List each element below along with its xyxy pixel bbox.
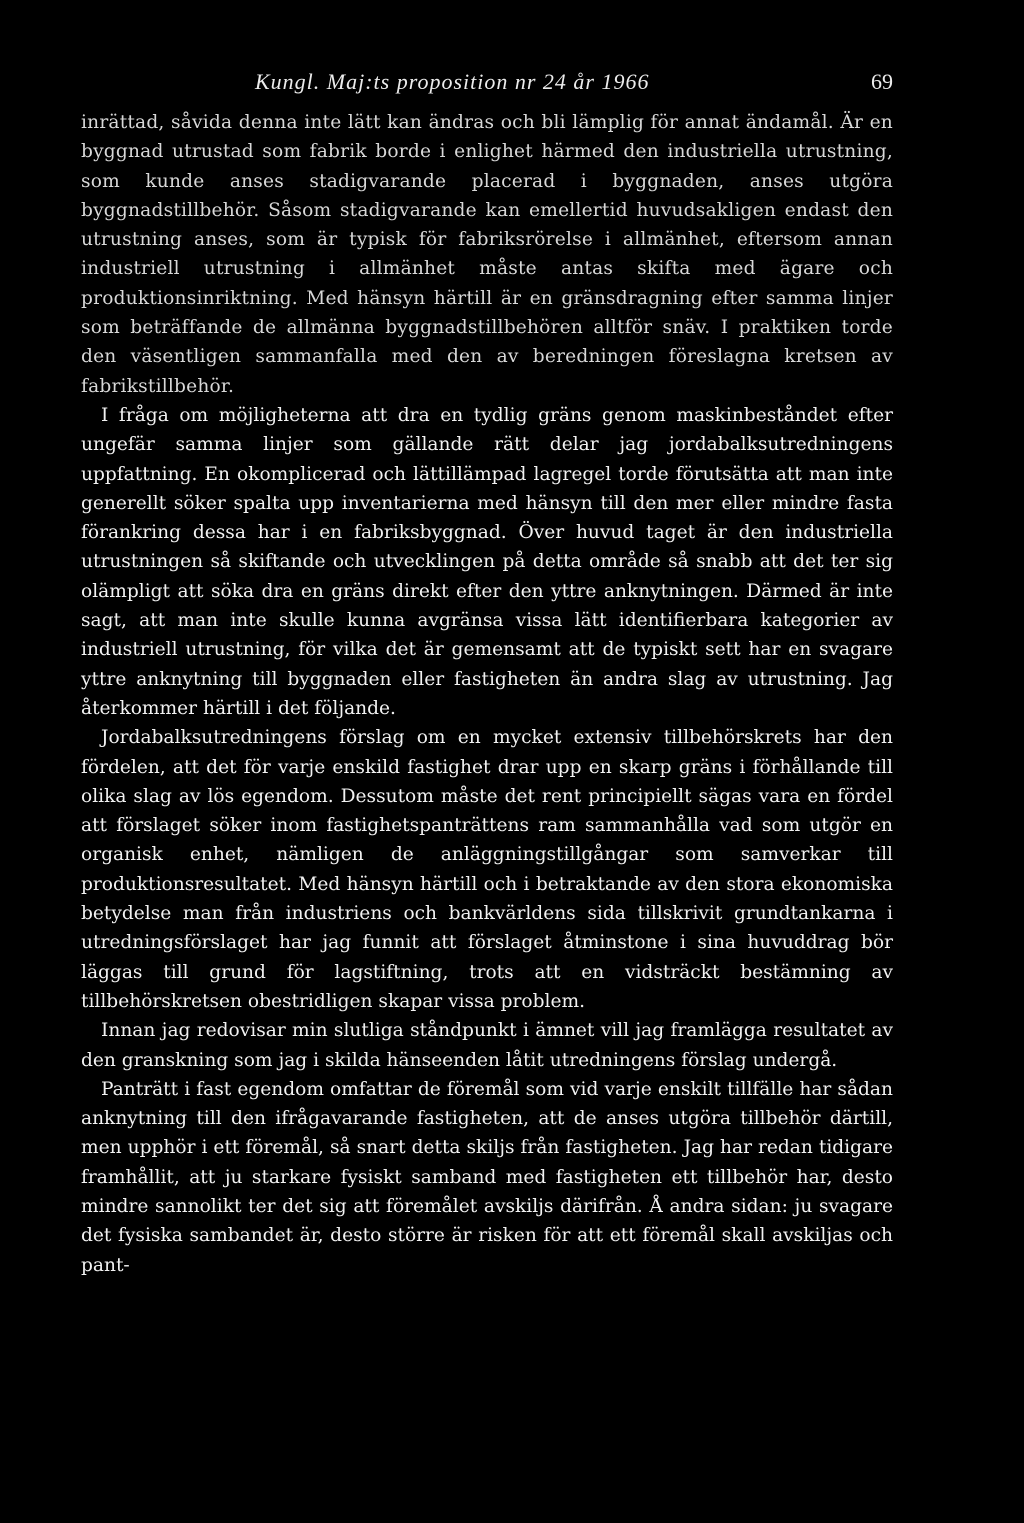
paragraph-continued: inrättad, såvida denna inte lätt kan ändras och bli lämplig för annat ändamål. Är en byggnad utrustad som fabrik borde i enlighet härmed den industriella utrustning, som kunde anses stadigvarande placerad i byggnaden, anses utgöra byggnadstillbehör. Såsom stadigvarande kan emellertid huvudsakligen endast den utrustning anses, som är typisk för fabriksrörelse i allmänhet, eftersom annan industriell utrustning i allmänhet måste antas skifta med ägare och produktionsinriktning. Med hänsyn härtill är en gränsdragning efter samma linjer som beträffande de allmänna byggnadstillbehören alltför snäv. I praktiken torde den väsentligen sammanfalla med den av beredningen föreslagna kretsen av fabrikstillbehör. <box>81 112 893 397</box>
paragraph: Panträtt i fast egendom omfattar de föremål som vid varje enskilt tillfälle har sådan anknytning till den ifrågavarande fastigheten, att de anses utgöra tillbehör därtill, men upphör i ett föremål, så snart detta skiljs från fastigheten. Jag har redan tidigare framhållit, att ju starkare fysiskt samband med fastigheten ett tillbehör har, desto mindre sannolikt ter det sig att föremålet avskiljs därifrån. Å andra sidan: ju svagare det fysiska sambandet är, desto större är risken för att ett föremål skall avskiljas och pant- <box>81 1078 893 1276</box>
document-page <box>81 66 893 1280</box>
page-number: 69 <box>871 69 893 94</box>
running-title: Kungl. Maj:ts proposition nr 24 år 1966 <box>255 69 650 94</box>
paragraph: Jordabalksutredningens förslag om en mycket extensiv tillbehörskrets har den fördelen, att det för varje enskild fastighet drar upp en skarp gräns i förhållande till olika slag av lös egendom. Dessutom måste det rent principiellt sägas vara en fördel att förslaget söker inom fastighetspanträttens ram sammanhålla vad som utgör en organisk enhet, nämligen de anläggningstillgångar som samverkar till produktionsresultatet. Med hänsyn härtill och i betraktande av den stora ekonomiska betydelse man från industriens och bankvärldens sida tillskrivit grundtankarna i utredningsförslaget har jag funnit att förslaget åtminstone i sina huvuddrag bör läggas till grund för lagstiftning, trots att en vidsträckt bestämning av tillbehörskretsen obestridligen skapar vissa problem. <box>81 727 893 1012</box>
running-header <box>81 66 893 102</box>
body-text <box>81 108 893 1280</box>
paragraph: Innan jag redovisar min slutliga ståndpunkt i ämnet vill jag framlägga resultatet av den granskning som jag i skilda hänseenden låtit utredningens förslag undergå. <box>81 1020 893 1071</box>
paragraph: I fråga om möjligheterna att dra en tydlig gräns genom maskinbeståndet efter ungefär samma linjer som gällande rätt delar jag jordabalksutredningens uppfattning. En okomplicerad och lättillämpad lagregel torde förutsätta att man inte generellt söker spalta upp inventarierna med hänsyn till den mer eller mindre fasta förankring dessa har i en fabriksbyggnad. Över huvud taget är den industriella utrustningen så skiftande och utvecklingen på detta område så snabb att det ter sig olämpligt att söka dra en gräns direkt efter den yttre anknytningen. Därmed är inte sagt, att man inte skulle kunna avgränsa vissa lätt identifierbara kategorier av industriell utrustning, för vilka det är gemensamt att de typiskt sett har en svagare yttre anknytning till byggnaden eller fastigheten än andra slag av utrustning. Jag återkommer härtill i det följande. <box>81 404 893 719</box>
